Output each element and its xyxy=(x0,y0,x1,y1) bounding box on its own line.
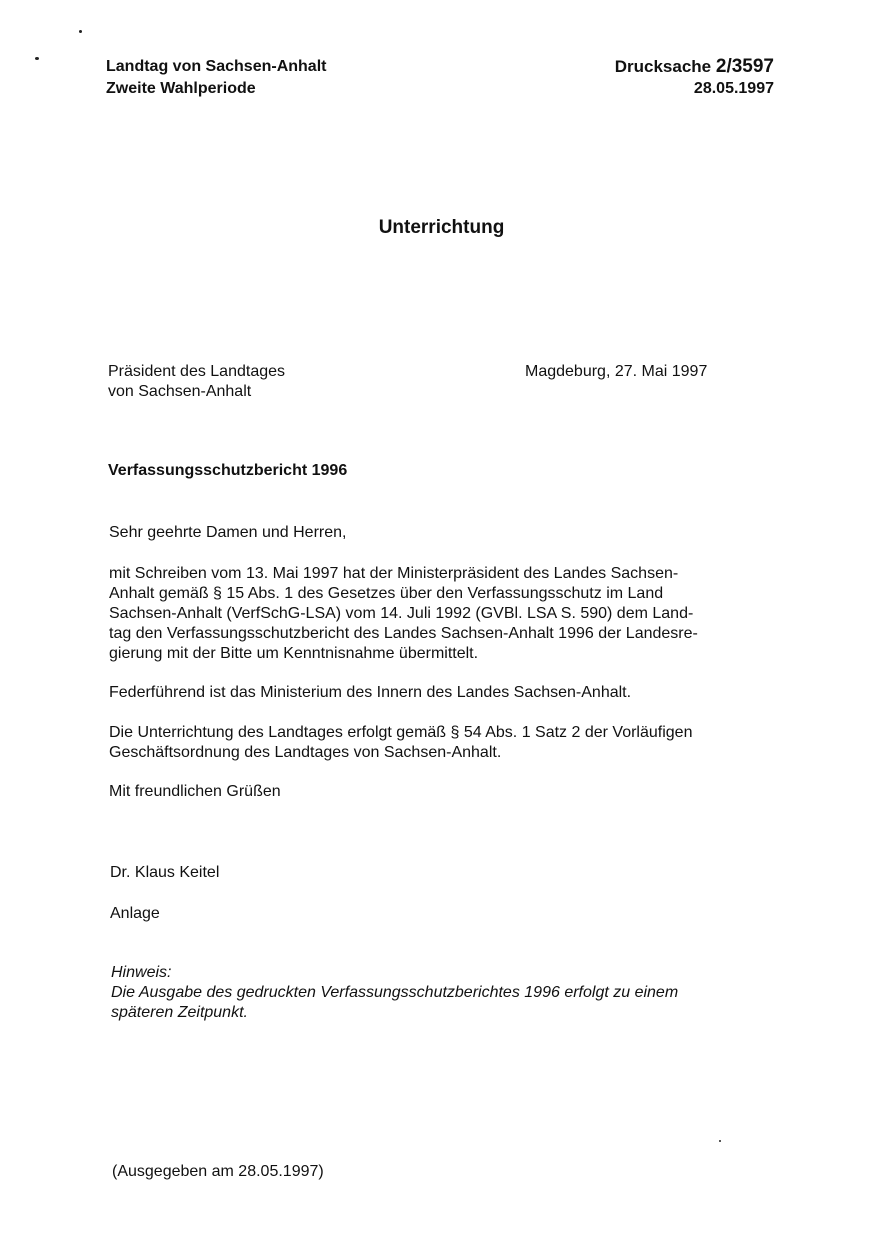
paragraph-line: Anhalt gemäß § 15 Abs. 1 des Gesetzes über den Verfassungsschutz im Land xyxy=(109,585,664,602)
drucksache-line xyxy=(615,56,774,78)
header-parliament-block xyxy=(106,56,326,100)
note-label: Hinweis: xyxy=(111,964,172,981)
legislative-period: Zweite Wahlperiode xyxy=(106,80,256,97)
sender-line: von Sachsen-Anhalt xyxy=(108,383,252,400)
place-date: Magdeburg, 27. Mai 1997 xyxy=(525,363,708,380)
header-drucksache-block xyxy=(615,56,774,100)
scan-speck xyxy=(35,57,39,60)
paragraph-line: Sachsen-Anhalt (VerfSchG-LSA) vom 14. Juli 1992 (GVBl. LSA S. 590) dem Land- xyxy=(109,605,694,622)
scan-speck xyxy=(79,30,82,33)
sender-block xyxy=(108,362,285,402)
issue-date: 28.05.1997 xyxy=(693,80,774,97)
drucksache-number: 2/3597 xyxy=(715,56,774,77)
sender-line: Präsident des Landtages xyxy=(108,363,286,380)
paragraph-line: Geschäftsordnung des Landtages von Sachsen-Anhalt. xyxy=(109,744,502,761)
note-block xyxy=(111,963,781,1023)
closing-formula: Mit freundlichen Grüßen xyxy=(109,783,281,800)
drucksache-label: Drucksache xyxy=(614,57,712,76)
paragraph-line: gierung mit der Bitte um Kenntnisnahme übermittelt. xyxy=(109,645,479,662)
paragraph-line: tag den Verfassungsschutzbericht des Landes Sachsen-Anhalt 1996 der Landesre- xyxy=(109,625,698,642)
salutation: Sehr geehrte Damen und Herren, xyxy=(109,524,347,541)
scan-speck xyxy=(719,1140,721,1142)
main-paragraph xyxy=(109,564,779,664)
note-line: Die Ausgabe des gedruckten Verfassungsschutzberichtes 1996 erfolgt zu einem xyxy=(111,984,679,1001)
attachment-label: Anlage xyxy=(110,905,160,922)
notification-paragraph xyxy=(109,723,779,763)
lead-ministry-paragraph: Federführend ist das Ministerium des Innern des Landes Sachsen-Anhalt. xyxy=(109,684,632,701)
parliament-name: Landtag von Sachsen-Anhalt xyxy=(106,58,327,75)
paragraph-line: mit Schreiben vom 13. Mai 1997 hat der Ministerpräsident des Landes Sachsen- xyxy=(109,565,679,582)
document-type-title: Unterrichtung xyxy=(378,217,505,238)
signatory-name: Dr. Klaus Keitel xyxy=(110,864,220,881)
note-line: späteren Zeitpunkt. xyxy=(111,1004,248,1021)
issued-date-footer: (Ausgegeben am 28.05.1997) xyxy=(112,1163,324,1180)
subject-line: Verfassungsschutzbericht 1996 xyxy=(108,462,348,479)
paragraph-line: Die Unterrichtung des Landtages erfolgt gemäß § 54 Abs. 1 Satz 2 der Vorläufigen xyxy=(109,724,693,741)
